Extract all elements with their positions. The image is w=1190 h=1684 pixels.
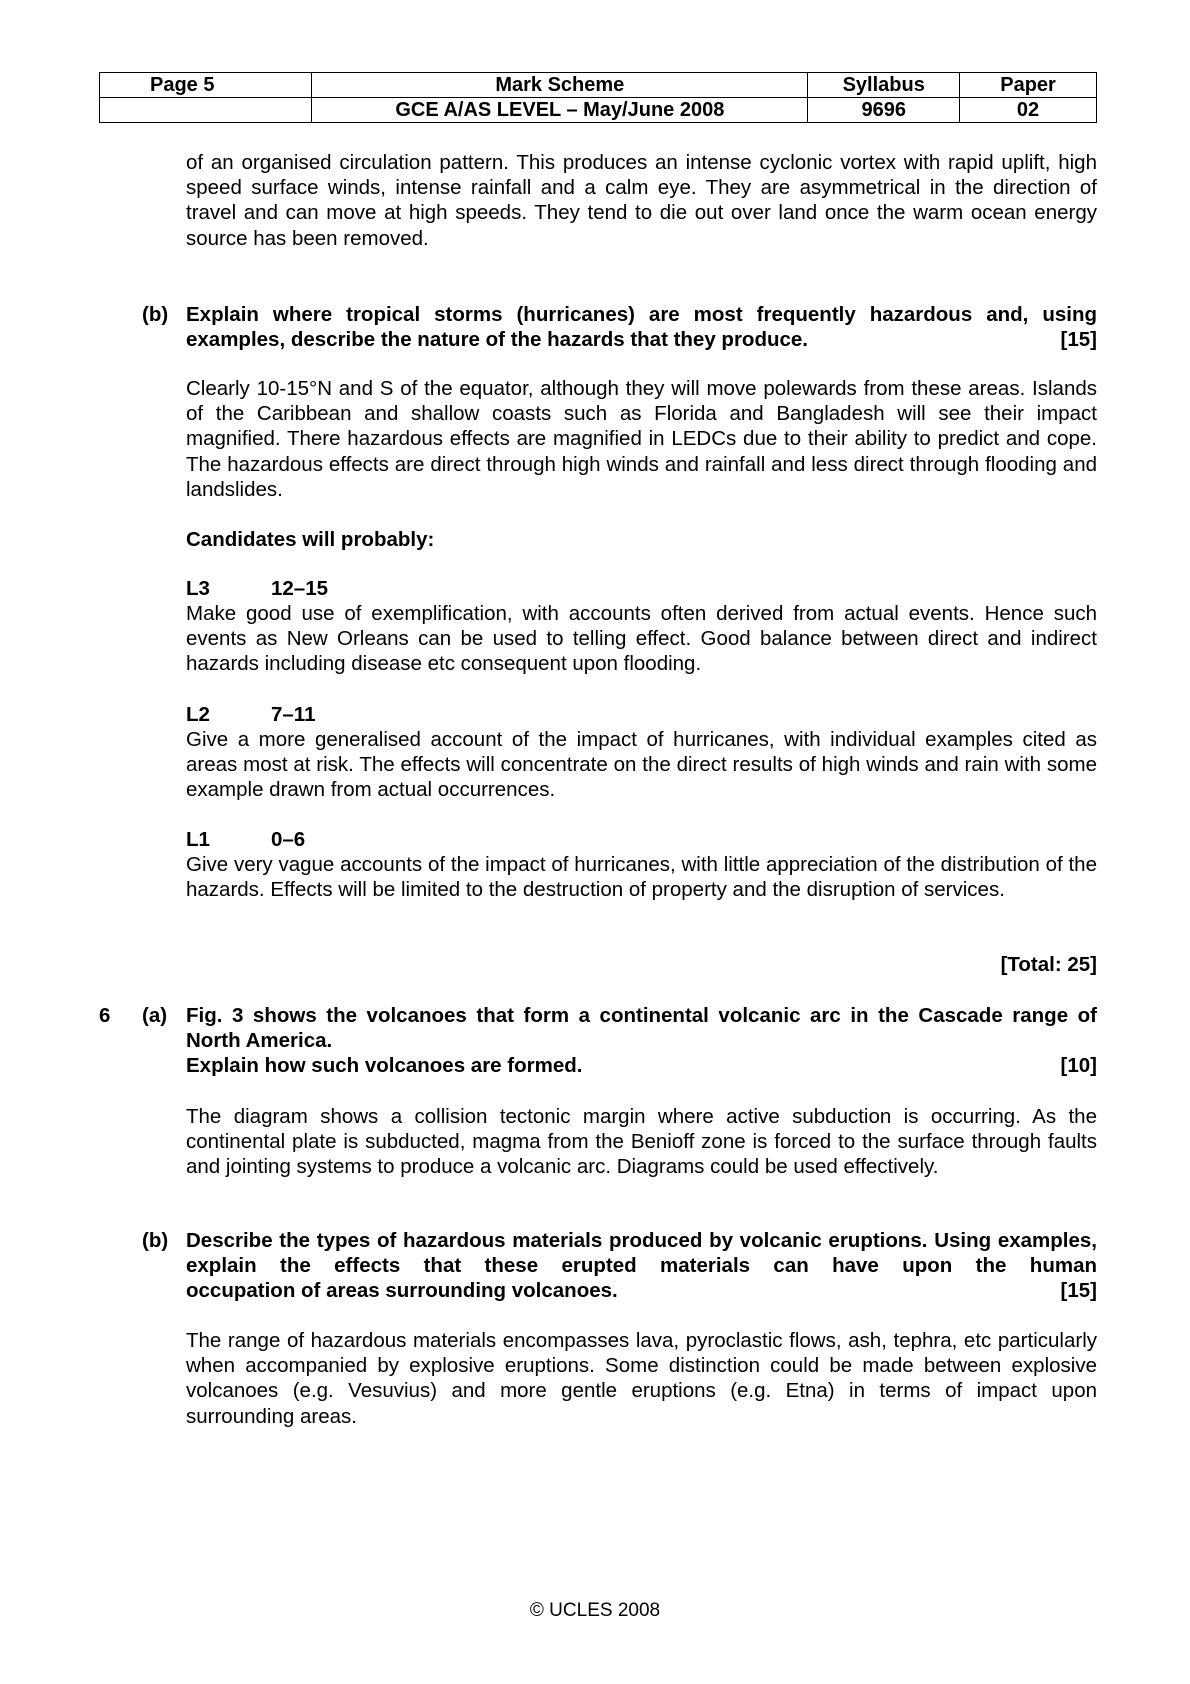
q5b-question-line2: examples, describe the nature of the hazards that they produce. [186,328,808,352]
header-table [99,72,1097,123]
candidates-heading: Candidates will probably: [186,528,435,551]
q6b-answer: The range of hazardous materials encompasses lava, pyroclastic flows, ash, tephra, etc particularly when accompanied by explosive eruptions. Some distinction could be made between explosive volcanoes (e.g. Vesuvius) and more gentle eruptions (e.g. Etna) in terms of impact upon surrounding areas. [186,1329,1097,1428]
level-l3-code: L3 [186,577,210,600]
q5b-marks: [15] [1060,328,1097,352]
exam-title: GCE A/AS LEVEL – May/June 2008 [312,98,808,123]
q6a-question-line2: Explain how such volcanoes are formed. [186,1054,583,1078]
level-l2-text: Give a more generalised account of the impact of hurricanes, with individual examples cited as areas most at risk. The effects will concentrate on the direct results of high winds and rain with some example drawn from actual occurrences. [186,728,1097,802]
syllabus-code: 9696 [808,98,960,123]
q6a-question-text: Fig. 3 shows the volcanoes that form a continental volcanic arc in the Cascade range of North America. [186,1004,1097,1053]
q5b-answer: Clearly 10-15°N and S of the equator, although they will move polewards from these areas. Islands of the Caribbean and shallow coasts such as Florida and Bangladesh will see their impact magnified. There hazardous effects are magnified in LEDCs due to their ability to predict and cope. The hazardous effects are direct through high winds and rainfall and less direct through flooding and landslides. [186,377,1097,501]
q6a-letter: (a) [142,1004,168,1027]
q6a-marks: [10] [1060,1054,1097,1078]
level-l1-label [186,827,306,852]
empty-cell [100,98,312,123]
syllabus-label: Syllabus [808,73,960,98]
q6-number: 6 [99,1004,111,1027]
q6b-letter: (b) [142,1229,169,1252]
level-l3-range: 12–15 [271,577,329,600]
level-l1-code: L1 [186,828,210,851]
page-label: Page 5 [100,73,312,98]
q6b-question [186,1228,1097,1304]
doc-title: Mark Scheme [312,73,808,98]
level-l3-text: Make good use of exemplification, with accounts often derived from actual events. Hence such events as New Orleans can be used to telling effect. Good balance between direct and indirect hazards including disease etc consequent upon flooding. [186,602,1097,676]
level-l1-range: 0–6 [271,828,306,851]
level-l2-range: 7–11 [271,703,316,726]
paper-code: 02 [960,98,1097,123]
total-marks: [Total: 25] [1000,953,1097,976]
level-l2-code: L2 [186,703,210,726]
q6a-question [186,1003,1097,1079]
level-l1-text: Give very vague accounts of the impact of hurricanes, with little appreciation of the distribution of the hazards. Effects will be limited to the destruction of property and the disruption of services. [186,853,1097,902]
paper-label: Paper [960,73,1097,98]
footer-copyright: © UCLES 2008 [529,1600,661,1621]
level-l2-label [186,702,316,727]
level-l3-label [186,576,329,601]
q6b-marks: [15] [1060,1279,1097,1303]
q6a-answer: The diagram shows a collision tectonic margin where active subduction is occurring. As the continental plate is subducted, magma from the Benioff zone is forced to the surface through faults and jointing systems to produce a volcanic arc. Diagrams could be used effectively. [186,1105,1097,1179]
q6b-question-text: Describe the types of hazardous materials produced by volcanic eruptions. Using examples, explain the effects that these erupted materials can have upon the human [186,1229,1097,1278]
q5b-question [186,302,1097,352]
intro-paragraph: of an organised circulation pattern. This produces an intense cyclonic vortex with rapid uplift, high speed surface winds, intense rainfall and a calm eye. They are asymmetrical in the direction of travel and can move at high speeds. They tend to die out over land once the warm ocean energy source has been removed. [186,151,1097,250]
q6b-question-line3: occupation of areas surrounding volcanoes. [186,1279,618,1303]
q5b-question-line1: Explain where tropical storms (hurricanes) are most frequently hazardous and, using [186,303,1097,326]
q5b-letter: (b) [142,303,169,326]
